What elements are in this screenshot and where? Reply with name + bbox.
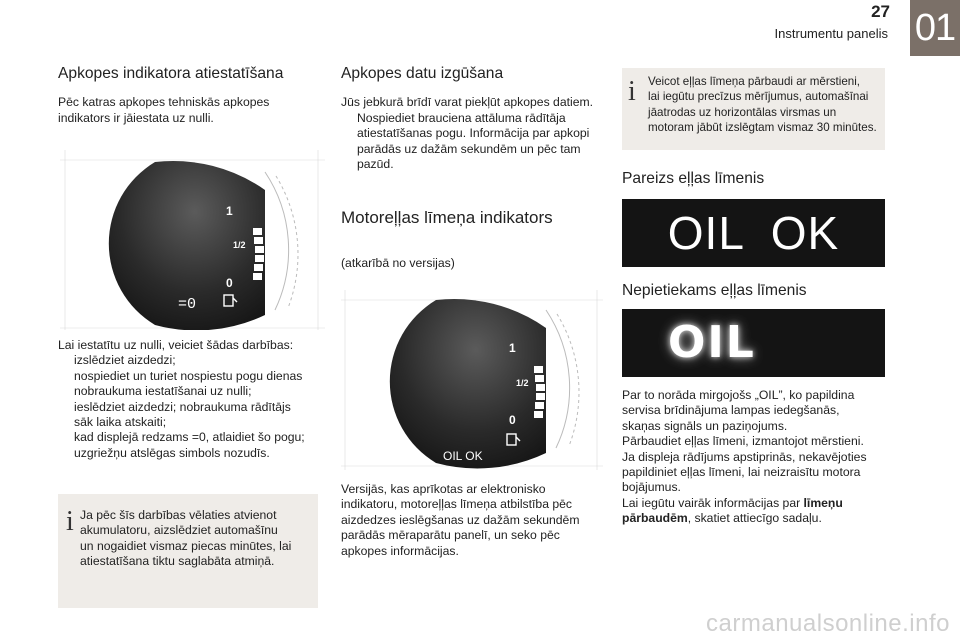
more-info-line: Lai iegūtu vairāk informācijas par līmeņu [622, 495, 843, 510]
service-dial-graphic [60, 150, 325, 330]
step-item: ieslēdziet aizdedzi; nobraukuma rādītājs sāk laika atskaiti; [74, 399, 291, 430]
low-level-text: Par to norāda mirgojošs „OIL”, ko papildina servisa brīdinājuma lampas iedegšanās, skaņas signāls un paziņojums. Pārbaudiet eļļas līmeni, izmantojot mērstieni. Ja displeja rādījums apstiprinās, nekavējoties papildiniet eļļas līmeni, lai neizraisītu motora bojājumus. Lai iegūtu vairāk informācijas par līmeņu pārbaudēm, skatiet attiecīgo sadaļu. [622, 388, 887, 527]
oil-low-display-panel [622, 309, 885, 377]
sweep-arcs [265, 172, 298, 310]
middle-column [341, 66, 603, 271]
steps-intro: Lai iestatītu uz nulli, veiciet šādas darbības: [58, 338, 294, 352]
steps-block [58, 338, 328, 461]
level-checks-link-cont[interactable]: pārbaudēm [622, 511, 688, 526]
page-number: 27 [871, 2, 890, 21]
dial-display-text: =0 [178, 296, 197, 313]
step-item: kad displejā redzams =0, atlaidiet šo pogu; uzgriežņu atslēgas simbols nozudīs. [74, 430, 305, 460]
level-checks-link[interactable]: līmeņu [803, 495, 843, 510]
service-data-text: Jūs jebkurā brīdī varat piekļūt apkopes datiem. [341, 95, 594, 110]
step-item: izslēdziet aizdedzi; [74, 353, 176, 368]
oil-ok-display-panel [622, 199, 885, 267]
oil-level-indicator-title: Motoreļļas līmeņa indikators [341, 208, 553, 228]
service-data-title: Apkopes datu izgūšana [341, 65, 504, 82]
oil-dial-illustration [341, 290, 603, 470]
intro-line-1: Pēc katras apkopes tehniskās apkopes [58, 95, 270, 110]
step-item: nospiediet un turiet nospiestu pogu dienas nobraukuma iestatīšanai uz nulli; [74, 368, 303, 399]
intro-line-2: indikators ir jāiestata uz nulli. [58, 110, 214, 125]
dipstick-note-box [622, 68, 885, 150]
sweep-arcs [546, 310, 579, 448]
reset-note-box [58, 494, 318, 608]
low-level-section [622, 283, 885, 298]
dial-mark-0: 0 [226, 276, 233, 290]
dial-mark-half: 1/2 [233, 240, 246, 250]
watermark: carmanualsonline.info [706, 610, 950, 637]
info-icon: i [66, 506, 74, 537]
dial-mark-half: 1/2 [516, 378, 529, 388]
service-dial-illustration [60, 150, 325, 330]
low-oil-level-title: Nepietiekams eļļas līmenis [622, 282, 807, 299]
reset-note-text: Ja pēc šīs darbības vēlaties atvienot akumulatoru, aizslēdziet automašīnu un nogaidiet vismaz piecas minūtes, lai atiestatīšana tiktu saglabāta atmiņā. [80, 508, 292, 569]
oil-indicator-text: Versijās, kas aprīkotas ar elektronisko indikatoru, motoreļļas līmeņa atbilstība pēc aizdedzes ieslēgšanas uz dažām sekundēm parādās mēraparātu panelī, un seko pēc apkopes informācijas. [341, 482, 580, 558]
dial-mark-1: 1 [226, 204, 233, 218]
oil-low-display-text: OIL [668, 317, 756, 368]
correct-oil-level-title: Pareizs eļļas līmenis [622, 170, 765, 187]
service-data-bullet: Nospiediet brauciena attāluma rādītāja atiestatīšanas pogu. Informācija par apkopi parādās uz dažām sekundēm un pēc tam pazūd. [357, 110, 590, 172]
dial-oil-ok-text: OIL OK [443, 449, 483, 463]
section-title: Instrumentu panelis [774, 26, 888, 41]
maintenance-reset-title: Apkopes indikatora atiestatīšana [58, 65, 284, 82]
oil-dial-graphic [341, 290, 603, 470]
dial-mark-0: 0 [509, 413, 516, 427]
dipstick-note-text: Veicot eļļas līmeņa pārbaudi ar mērstieni, lai iegūtu precīzus mērījumus, automašīnai jāatrodas uz horizontālas virsmas un motoram jābūt izslēgtam vismaz 30 minūtes. [648, 75, 877, 135]
version-note: (atkarībā no versijas) [341, 255, 455, 270]
chapter-tab: 01 [910, 0, 960, 56]
left-column [58, 66, 328, 126]
dial-mark-1: 1 [509, 341, 516, 355]
info-icon: i [628, 76, 636, 107]
oil-ok-display-text: OIL OK [667, 207, 840, 259]
correct-level-section [622, 171, 885, 186]
